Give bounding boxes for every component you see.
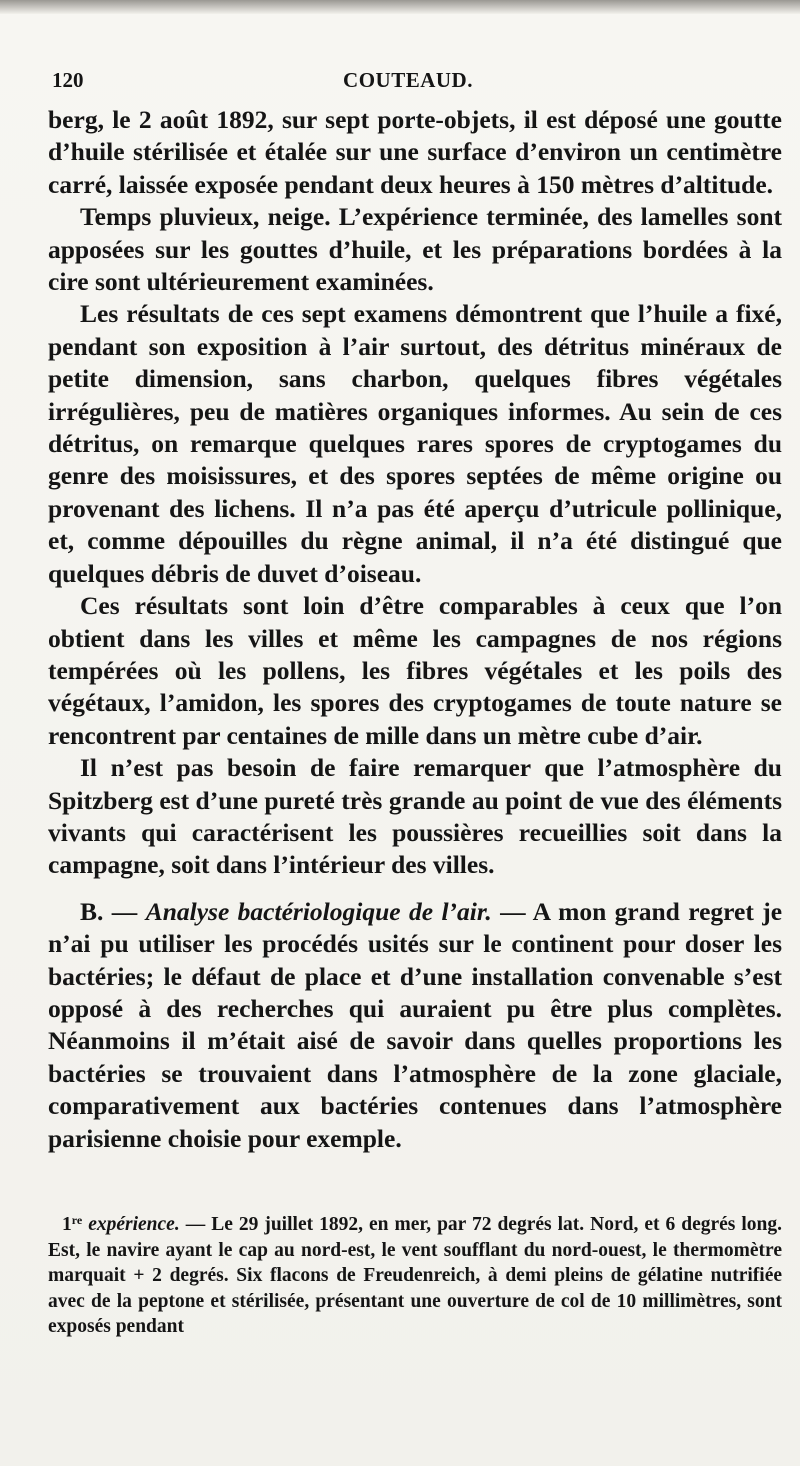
footnote-text: — Le 29 juillet 1892, en mer, par 72 degrés lat. Nord, et 6 degrés long. Est, le navire ayant le cap au nord-est, le vent soufflant du nord-ouest, le thermomètre marquait + 2 degrés. Six flacons de Freudenreich, à demi pleins de gélatine nutrifiée avec de la peptone et stérilisée, présentant une ouverture de col de 10 millimètres, sont exposés pendant <box>48 1214 783 1338</box>
paragraph-3: Les résultats de ces sept examens démontrent que l’huile a fixé, pendant son exposition à l’air surtout, des détritus minéraux de petite dimension, sans charbon, quelques fibres végétales irrégulières, peu de matières organiques informes. Au sein de ces détritus, on remarque quelques rares spores de cryptogames du genre des moisissures, et des spores septées de même origine ou provenant des lichens. Il n’a pas été aperçu d’utricule pollinique, et, comme dépouilles du règne animal, il n’a été distingué que quelques débris de duvet d’oiseau. <box>48 299 782 588</box>
page-header <box>52 68 764 98</box>
section-b-paragraph <box>48 896 782 1155</box>
paragraph-6: — A mon grand regret je n’ai pu utiliser les procédés usités sur le continent pour doser les bactéries; le défaut de place et d’une installation convenable s’est opposé à des recherches qui auraient pu être plus complètes. Néanmoins il m’était aisé de savoir dans quelles proportions les bactéries se trouvaient dans l’atmosphère de la zone glaciale, comparativement aux bactéries contenues dans l’atmosphère parisienne choisie pour exemple. <box>48 896 783 1153</box>
running-head: COUTEAUD. <box>343 68 473 92</box>
footnote <box>48 1208 782 1340</box>
footnote-paragraph <box>48 1208 782 1340</box>
section-title: Analyse bactériologique de l’air. <box>145 896 492 926</box>
paragraph-1: berg, le 2 août 1892, sur sept porte-objets, il est déposé une goutte d’huile stérilisée et étalée sur une surface d’environ un centimètre carré, laissée exposée pendant deux heures à 150 mètres d’altitude. <box>48 105 782 199</box>
page-number: 120 <box>52 68 84 92</box>
paragraph-4: Ces résultats sont loin d’être comparables à ceux que l’on obtient dans les villes et même les campagnes de nos régions tempérées où les pollens, les fibres végétales et les poils des végétaux, l’amidon, les spores des cryptogames de toute nature se rencontrent par centaines de mille dans un mètre cube d’air. <box>48 591 782 750</box>
footnote-ordinal: 1re <box>62 1213 83 1235</box>
footnote-label: expérience. <box>88 1214 180 1235</box>
paragraph-2: Temps pluvieux, neige. L’expérience terminée, des lamelles sont apposées sur les gouttes d’huile, et les préparations bordées à la cire sont ultérieurement examinées. <box>48 202 782 297</box>
main-text <box>48 104 782 1155</box>
section-label: B. — <box>80 896 138 926</box>
paragraph-5: Il n’est pas besoin de faire remarquer que l’atmosphère du Spitzberg est d’une pureté très grande au point de vue des éléments vivants qui caractérisent les poussières recueillies soit dans la campagne, soit dans l’intérieur des villes. <box>48 753 782 880</box>
scan-edge-shadow <box>0 0 800 14</box>
